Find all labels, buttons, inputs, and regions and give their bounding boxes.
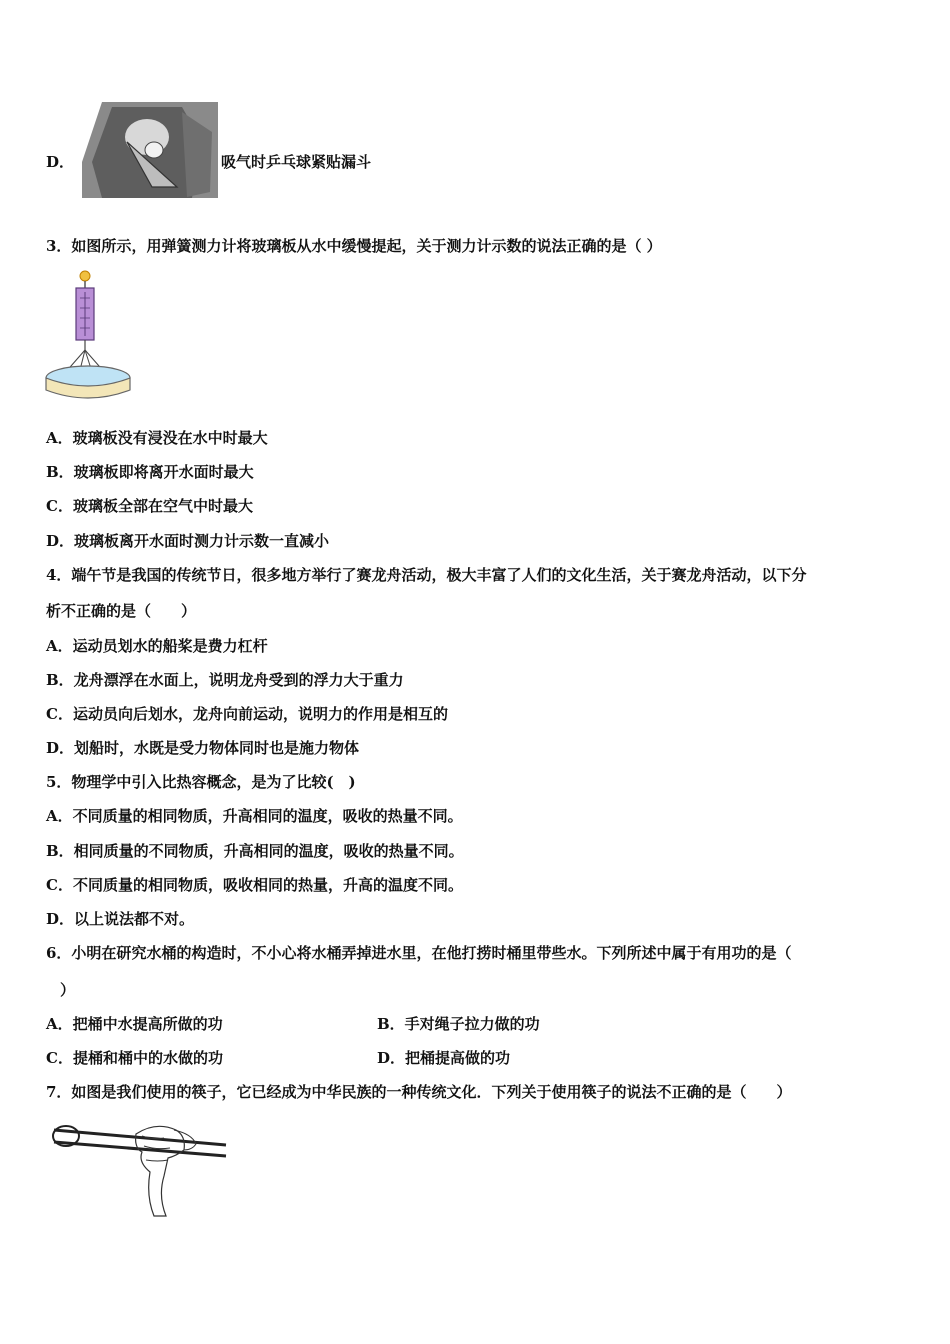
q6-stem-line1: 6．小明在研究水桶的构造时，不小心将水桶弄掉进水里，在他打捞时桶里带些水。下列所述中属于有用功的是（ — [46, 944, 792, 962]
q6-stem-line2: ） — [60, 981, 76, 999]
q4-stem-line1: 4．端午节是我国的传统节日，很多地方举行了赛龙舟活动，极大丰富了人们的文化生活，关于赛龙舟活动，以下分 — [46, 566, 807, 584]
q5-stem: 5．物理学中引入比热容概念，是为了比较( ) — [46, 773, 356, 791]
q3-stem: 3．如图所示，用弹簧测力计将玻璃板从水中缓慢提起，关于测力计示数的说法正确的是（ ） — [46, 237, 662, 255]
q5-option-b: B．相同质量的不同物质，升高相同的温度，吸收的热量不同。 — [46, 842, 464, 860]
q4-option-b: B．龙舟漂浮在水面上，说明龙舟受到的浮力大于重力 — [46, 671, 404, 689]
q7-stem: 7．如图是我们使用的筷子，它已经成为中华民族的一种传统文化．下列关于使用筷子的说法不正确的是（ ） — [46, 1083, 792, 1101]
q5-option-a: A．不同质量的相同物质，升高相同的温度，吸收的热量不同。 — [46, 807, 463, 825]
q6-option-a: A．把桶中水提高所做的功 — [46, 1015, 223, 1033]
q6-option-c: C．提桶和桶中的水做的功 — [46, 1049, 223, 1067]
q6-option-d: D．把桶提高做的功 — [377, 1049, 511, 1067]
q3-option-c: C．玻璃板全部在空气中时最大 — [46, 497, 253, 515]
q5-option-d: D．以上说法都不对。 — [46, 910, 195, 928]
q3-option-d: D．玻璃板离开水面时测力计示数一直减小 — [46, 532, 330, 550]
q2-option-d-text: 吸气时乒乓球紧贴漏斗 — [221, 153, 372, 171]
q6-option-b: B．手对绳子拉力做的功 — [377, 1015, 540, 1033]
q3-option-b: B．玻璃板即将离开水面时最大 — [46, 463, 254, 481]
q5-option-c: C．不同质量的相同物质，吸收相同的热量，升高的温度不同。 — [46, 876, 463, 894]
spring-scale-figure — [44, 268, 136, 408]
q4-option-d: D．划船时，水既是受力物体同时也是施力物体 — [46, 739, 360, 757]
q3-option-a: A．玻璃板没有浸没在水中时最大 — [46, 429, 268, 447]
funnel-photo — [82, 102, 218, 198]
q2-option-d-label: D． — [46, 153, 75, 171]
chopsticks-figure — [46, 1116, 228, 1220]
q4-option-a: A．运动员划水的船桨是费力杠杆 — [46, 637, 268, 655]
q4-option-c: C．运动员向后划水，龙舟向前运动，说明力的作用是相互的 — [46, 705, 448, 723]
q4-stem-line2: 析不正确的是（ ） — [46, 602, 197, 620]
